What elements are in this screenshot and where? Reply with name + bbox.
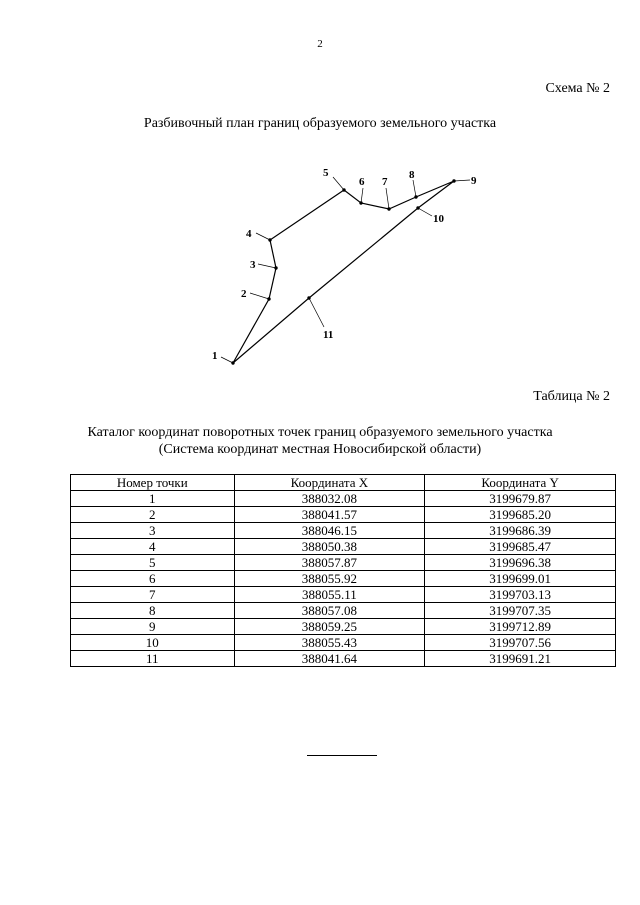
cell-coordinate-y: 3199691.21 bbox=[425, 651, 616, 667]
catalog-title-line: Каталог координат поворотных точек границ образуемого земельного участка bbox=[87, 425, 553, 440]
boundary-polygon bbox=[233, 181, 454, 363]
point-label-9: 9 bbox=[471, 175, 477, 187]
cell-coordinate-y: 3199707.35 bbox=[425, 603, 616, 619]
header-coordinate-x: Координата X bbox=[234, 475, 425, 491]
point-label-4: 4 bbox=[246, 228, 252, 240]
table-header-row bbox=[71, 475, 616, 491]
cell-coordinate-x: 388050.38 bbox=[234, 539, 425, 555]
catalog-subtitle: (Система координат местная Новосибирской области) bbox=[158, 442, 482, 457]
cell-coordinate-y: 3199685.47 bbox=[425, 539, 616, 555]
cell-point-number: 5 bbox=[71, 555, 235, 571]
cell-coordinate-x: 388055.11 bbox=[234, 587, 425, 603]
table-row bbox=[71, 555, 616, 571]
cell-coordinate-y: 3199703.13 bbox=[425, 587, 616, 603]
cell-coordinate-x: 388041.64 bbox=[234, 651, 425, 667]
point-label-5: 5 bbox=[323, 167, 329, 179]
cell-coordinate-y: 3199707.56 bbox=[425, 635, 616, 651]
cell-point-number: 1 bbox=[71, 491, 235, 507]
table-label: Таблица № 2 bbox=[533, 389, 610, 404]
cell-point-number: 3 bbox=[71, 523, 235, 539]
end-divider bbox=[307, 755, 377, 756]
cell-point-number: 11 bbox=[71, 651, 235, 667]
table-row bbox=[71, 619, 616, 635]
point-label-3: 3 bbox=[250, 259, 256, 271]
cell-coordinate-y: 3199696.38 bbox=[425, 555, 616, 571]
cell-coordinate-x: 388059.25 bbox=[234, 619, 425, 635]
cell-coordinate-y: 3199712.89 bbox=[425, 619, 616, 635]
coordinates-table bbox=[70, 474, 616, 667]
cell-coordinate-x: 388057.87 bbox=[234, 555, 425, 571]
cell-coordinate-x: 388055.92 bbox=[234, 571, 425, 587]
point-label-6: 6 bbox=[359, 176, 365, 188]
point-label-8: 8 bbox=[409, 169, 415, 181]
point-label-10: 10 bbox=[433, 213, 444, 225]
cell-coordinate-x: 388055.43 bbox=[234, 635, 425, 651]
table-row bbox=[71, 571, 616, 587]
cell-coordinate-x: 388032.08 bbox=[234, 491, 425, 507]
scheme-label: Схема № 2 bbox=[545, 81, 610, 96]
cell-point-number: 7 bbox=[71, 587, 235, 603]
header-coordinate-y: Координата Y bbox=[425, 475, 616, 491]
table-row bbox=[71, 523, 616, 539]
cell-coordinate-y: 3199679.87 bbox=[425, 491, 616, 507]
page-number: 2 bbox=[317, 38, 323, 50]
vertex-points bbox=[231, 179, 455, 364]
cell-point-number: 6 bbox=[71, 571, 235, 587]
plan-title: Разбивочный план границ образуемого земельного участка bbox=[143, 116, 497, 131]
point-labels bbox=[212, 167, 477, 362]
cell-point-number: 10 bbox=[71, 635, 235, 651]
cell-coordinate-y: 3199699.01 bbox=[425, 571, 616, 587]
point-label-2: 2 bbox=[241, 288, 247, 300]
leader-lines bbox=[221, 177, 470, 363]
catalog-title bbox=[0, 424, 640, 458]
header-point-number: Номер точки bbox=[71, 475, 235, 491]
point-label-1: 1 bbox=[212, 350, 218, 362]
cell-point-number: 4 bbox=[71, 539, 235, 555]
table-row bbox=[71, 507, 616, 523]
point-label-11: 11 bbox=[323, 329, 334, 341]
cell-coordinate-y: 3199686.39 bbox=[425, 523, 616, 539]
cell-point-number: 9 bbox=[71, 619, 235, 635]
cell-coordinate-x: 388046.15 bbox=[234, 523, 425, 539]
cell-point-number: 2 bbox=[71, 507, 235, 523]
cell-coordinate-y: 3199685.20 bbox=[425, 507, 616, 523]
table-body bbox=[71, 491, 616, 667]
cell-point-number: 8 bbox=[71, 603, 235, 619]
table-row bbox=[71, 651, 616, 667]
table-row bbox=[71, 491, 616, 507]
point-label-7: 7 bbox=[382, 176, 388, 188]
table-row bbox=[71, 635, 616, 651]
table-row bbox=[71, 539, 616, 555]
cell-coordinate-x: 388041.57 bbox=[234, 507, 425, 523]
table-row bbox=[71, 587, 616, 603]
cell-coordinate-x: 388057.08 bbox=[234, 603, 425, 619]
table-row bbox=[71, 603, 616, 619]
